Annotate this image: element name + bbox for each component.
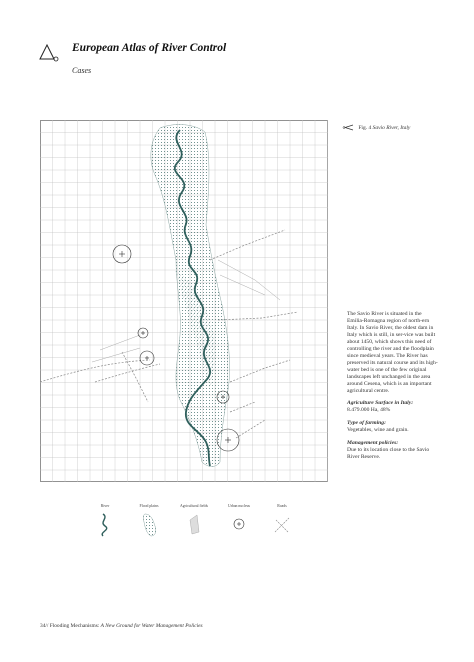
farming-label: Type of farming:: [347, 420, 386, 426]
legend-item-river: [80, 504, 130, 538]
river-icon: [95, 512, 115, 538]
urban-nucleus-icon: [229, 512, 249, 538]
legend-label: Flood plains: [139, 504, 159, 508]
footer-series: // Flooding Mechanisms:: [45, 623, 100, 629]
agriculture-label: Agriculture Surface in Italy: [347, 400, 412, 406]
arrow-marker-icon: [342, 124, 354, 131]
legend-label: Agricultural fields: [180, 504, 208, 508]
page-number: 34: [40, 623, 46, 629]
legend-label: Roads: [277, 504, 287, 508]
footer-subtitle: A New Ground for Water Management Policies: [100, 623, 203, 629]
figure-caption: [342, 124, 410, 131]
figure-number: Fig. 4: [358, 124, 372, 131]
floodplain-icon: [139, 512, 159, 538]
page-title: European Atlas of River Control: [72, 42, 227, 54]
legend-item-roads: [257, 504, 307, 538]
legend-label: Urban nucleus: [227, 504, 251, 508]
description-panel: The Savio River is situated in the Emilia-Romagna region of north-ern Italy. In Savio River, the oldest dam in Italy which is still, in ser-vice was built about 1450, which shows this need of controlling the river and the floodplain since medieval years. The River has preserved its natural course and its high-water bed is one of the few original landscapes left unchanged in the area around Cesena, which is an important agricultural centre. Agriculture Surface in Italy: 8.479.000 Ha, 48% Type of farming: Vegetables, wine and grain. Management policies: Due to its location close to the Savio River Reserve.: [347, 311, 438, 460]
triangle-logo-icon: [39, 43, 61, 63]
policy-value: Due to its location close to the Savio River Reserve.: [347, 447, 430, 460]
legend-label: River: [100, 504, 110, 508]
description-intro: The Savio River is situated in the Emilia-Romagna region of north-ern Italy. In Savio River, the oldest dam in Italy which is still, in ser-vice was built about 1450, which shows this need of controlling the river and the floodplain since medieval years. The River has preserved its natural course and its high-water bed is one of the few original landscapes left unchanged in the area around Cesena, which is an important agricultural centre.: [347, 311, 438, 394]
page-subtitle: Cases: [72, 66, 92, 75]
legend-item-agricultural-fields: [169, 504, 219, 538]
legend-item-floodplain: [124, 504, 174, 538]
roads-icon: [272, 512, 292, 538]
figure-title: Savio River, Italy: [372, 124, 411, 131]
agricultural-fields-icon: [184, 512, 204, 538]
farming-value: Vegetables, wine and grain.: [347, 427, 409, 433]
page-footer: [40, 623, 203, 629]
savio-river-map: [40, 120, 328, 482]
policy-label: Management policies:: [347, 440, 399, 446]
map-legend: [84, 504, 314, 544]
agriculture-value: 8.479.000 Ha, 48%: [347, 407, 391, 413]
